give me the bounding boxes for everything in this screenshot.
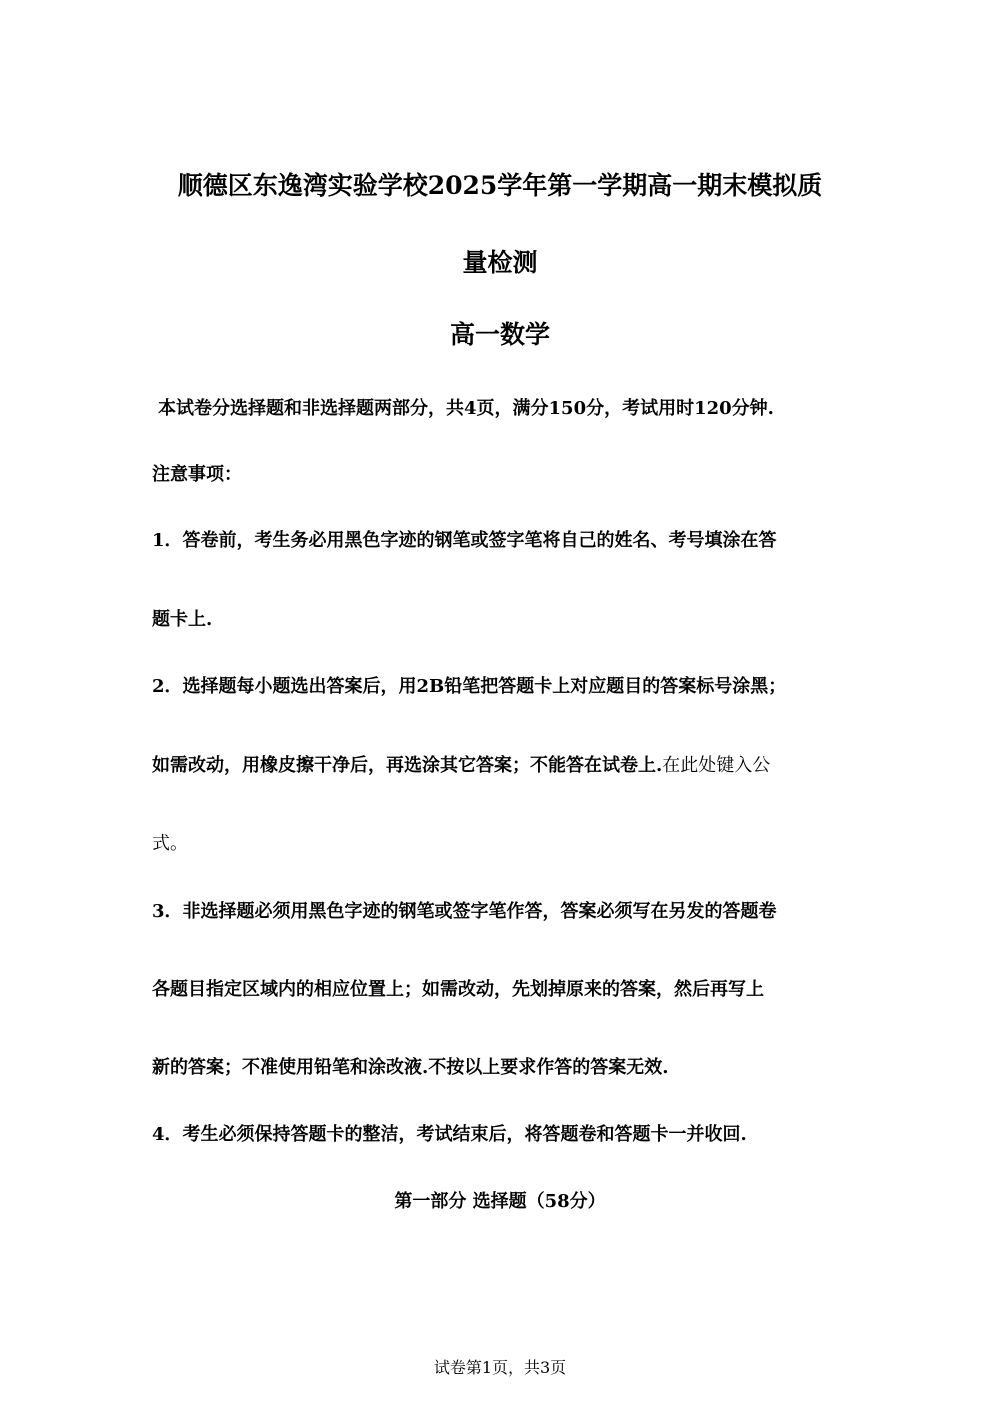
note-1-line-2: 题卡上. (152, 609, 213, 630)
note-2-line-2-formula-placeholder: 在此处键入公 (662, 755, 771, 776)
note-3-line-3: 新的答案；不准使用铅笔和涂改液.不按以上要求作答的答案无效. (152, 1057, 669, 1078)
note-3-line-1: 3．非选择题必须用黑色字迹的钢笔或签字笔作答，答案必须写在另发的答题卷 (152, 901, 777, 922)
exam-title-line-2: 量检测 (462, 248, 538, 277)
exam-title-line-1: 顺德区东逸湾实验学校2025学年第一学期高一期末模拟质 (177, 171, 823, 200)
note-2-line-2 (152, 753, 852, 779)
note-4-line-1: 4．考生必须保持答题卡的整洁，考试结束后，将答题卷和答题卡一并收回. (152, 1124, 747, 1145)
notice-heading: 注意事项： (152, 464, 242, 485)
note-2-line-3: 式。 (152, 833, 188, 854)
subject-title: 高一数学 (449, 320, 550, 349)
note-1-line-1: 1．答卷前，考生务必用黑色字迹的钢笔或签字笔将自己的姓名、考号填涂在答 (152, 530, 777, 551)
exam-intro: 本试卷分选择题和非选择题两部分，共4页，满分150分，考试用时120分钟. (158, 398, 774, 419)
note-3-line-2: 各题目指定区域内的相应位置上；如需改动，先划掉原来的答案，然后再写上 (152, 979, 764, 1000)
note-2-line-2-bold-text: 如需改动，用橡皮擦干净后，再选涂其它答案；不能答在试卷上. (152, 755, 663, 776)
section-heading: 第一部分 选择题（58分） (394, 1191, 606, 1212)
note-2-line-1: 2．选择题每小题选出答案后，用2B铅笔把答题卡上对应题目的答案标号涂黑； (152, 676, 787, 697)
page-footer: 试卷第1页，共3页 (433, 1358, 567, 1377)
